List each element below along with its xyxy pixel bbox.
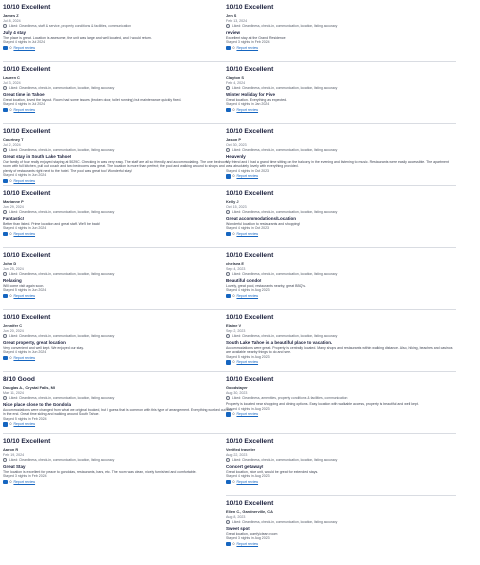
thumbs-up-icon[interactable] (3, 356, 8, 361)
review-actions (226, 232, 456, 237)
review-body: Excellent stay at the Grand Residence (226, 36, 286, 40)
thumbs-up-icon[interactable] (226, 480, 231, 485)
helpful-count: 0 (232, 412, 235, 417)
helpful-count: 0 (232, 480, 235, 485)
review-stayed: Stayed 5 nights in Feb 2024 (3, 416, 47, 421)
review-card (3, 2, 235, 64)
review-liked (3, 148, 235, 152)
review-rating: 10/10 Excellent (3, 190, 51, 197)
review-author: John D (3, 261, 17, 266)
review-date: Jun 20, 2024 (3, 328, 24, 333)
thumbs-up-icon[interactable] (3, 179, 8, 184)
review-author: Jennifer C (3, 323, 23, 328)
check-circle-icon (226, 272, 230, 276)
review-date: Aug 8, 2023 (226, 514, 246, 519)
review-stayed: Stayed 4 nights in Jul 2024 (3, 40, 46, 45)
helpful-count: 0 (232, 360, 235, 365)
review-title: Nice place close to the Gondola (3, 402, 72, 408)
review-body: Will come visit again soon. (3, 284, 45, 288)
reviews-column-right (226, 2, 456, 560)
thumbs-up-icon[interactable] (3, 294, 8, 299)
review-body: Accommodations were great. Property is centrally located. Many shops and restaurants within walking distance. Also, hiking, beaches and casinos are available nearby things to do and see. (226, 346, 453, 355)
review-card (3, 374, 235, 436)
review-card (226, 2, 456, 64)
check-circle-icon (3, 272, 7, 276)
review-date: Jul 2, 2024 (3, 142, 21, 147)
review-actions (226, 46, 456, 51)
report-review-link[interactable]: Report review (13, 108, 36, 113)
report-review-link[interactable]: Report review (13, 46, 36, 51)
review-card (3, 312, 235, 374)
review-author: Elaine V (226, 323, 242, 328)
thumbs-up-icon[interactable] (3, 232, 8, 237)
review-stayed: Stayed 4 nights in Jul 2024 (3, 102, 46, 107)
check-circle-icon (226, 334, 230, 338)
helpful-count: 0 (232, 46, 235, 51)
review-title: Heavenly (226, 154, 246, 160)
check-circle-icon (226, 458, 230, 462)
review-liked (226, 148, 456, 152)
review-actions (226, 360, 456, 365)
review-title: Relaxing (3, 278, 22, 284)
helpful-count: 0 (9, 46, 12, 51)
review-liked-text: Liked: Cleanliness, check-in, communication, location, listing accuracy (9, 148, 115, 152)
review-rating: 10/10 Excellent (226, 252, 274, 259)
review-actions (3, 232, 235, 237)
review-liked-text: Liked: Cleanliness, amenities, property conditions & facilities, communication (232, 396, 348, 400)
check-circle-icon (226, 24, 230, 28)
review-rating: 10/10 Excellent (3, 128, 51, 135)
review-date: Oct 15, 2023 (226, 204, 247, 209)
review-title: Great accommodations/Location (226, 216, 297, 222)
helpful-count: 0 (232, 108, 235, 113)
check-circle-icon (3, 24, 7, 28)
review-actions (3, 46, 235, 51)
review-stayed: Stayed 4 nights in Oct 2023 (226, 168, 269, 173)
review-date: Jul 8, 2024 (3, 18, 21, 23)
report-review-link[interactable]: Report review (236, 46, 259, 51)
review-author: Marianne P (3, 199, 24, 204)
check-circle-icon (226, 86, 230, 90)
thumbs-up-icon[interactable] (226, 412, 231, 417)
report-review-link[interactable]: Report review (236, 294, 259, 299)
review-liked (3, 24, 235, 28)
helpful-count: 0 (232, 294, 235, 299)
review-liked (226, 458, 456, 462)
review-liked (3, 396, 235, 400)
review-author: Jason P (226, 137, 241, 142)
review-author: Verified traveler (226, 447, 256, 452)
review-body: My friend and I had a grand time sitting on the balcony in the evening and listening to music. Restaurants were easily accessible. The apartment was absolutely lovely with everything provided. (226, 160, 449, 169)
review-liked (226, 396, 456, 400)
review-card (3, 64, 235, 126)
review-body: Property is located near shopping and dining options. Easy location with walkable access, property is beautiful and well kept. (226, 402, 419, 407)
review-stayed: Stayed 5 nights in Jun 2024 (3, 288, 47, 293)
review-actions (226, 412, 456, 417)
review-actions (226, 174, 456, 179)
report-review-link[interactable]: Report review (13, 294, 36, 299)
helpful-count: 0 (9, 422, 12, 427)
review-title: Great Stay (3, 464, 26, 470)
thumbs-up-icon[interactable] (3, 46, 8, 51)
review-title: Beautiful condo! (226, 278, 262, 284)
review-liked (226, 210, 456, 214)
thumbs-up-icon[interactable] (226, 232, 231, 237)
report-review-link[interactable]: Report review (13, 178, 36, 183)
review-date: Jul 3, 2024 (3, 80, 21, 85)
review-stayed: Stayed 5 nights in Aug 2023 (226, 354, 270, 359)
helpful-count: 0 (9, 294, 12, 299)
review-date: Mar 11, 2024 (3, 390, 24, 395)
review-stayed: Stayed 4 nights in Jun 2024 (3, 350, 47, 355)
review-body: Lovely, great pool, restaurants nearby, great BBQ's. (226, 284, 306, 288)
review-card (226, 498, 456, 560)
review-rating: 10/10 Excellent (3, 4, 51, 11)
helpful-count: 0 (9, 356, 12, 361)
helpful-count: 0 (232, 232, 235, 237)
review-date: Aug 30, 2023 (226, 390, 248, 395)
review-actions (226, 108, 456, 113)
review-liked-text: Liked: Cleanliness, check-in, communication, location, listing accuracy (232, 458, 338, 462)
report-review-link[interactable]: Report review (13, 356, 36, 361)
check-circle-icon (226, 148, 230, 152)
check-circle-icon (3, 210, 7, 214)
review-actions (3, 179, 235, 184)
review-date: Feb 4, 2024 (226, 80, 246, 85)
check-circle-icon (226, 210, 230, 214)
review-body: Our family of four really enjoyed staying at 5029C. Checking in was very easy. The staff are all so friendly and accommodating. The one bedroom room with full kitchen, pull out couch and two bedrooms was great. The location is more than perfect; the pool and walking around to shops and plenty of restaurants right next to the hotel. The pool was great too! Wonderful stay! (3, 160, 228, 173)
reviews-column-left (3, 2, 235, 498)
helpful-count: 0 (9, 178, 12, 183)
review-body: Great location. Everything as expected. (226, 98, 288, 102)
helpful-count: 0 (232, 542, 235, 547)
review-liked (3, 210, 235, 214)
review-liked-text: Liked: Cleanliness, check-in, communication, location, listing accuracy (232, 334, 338, 338)
review-title: South Lake Tahoe is a beautiful place to vacation. (226, 340, 333, 346)
review-liked-text: Liked: Cleanliness, check-in, communication, location, listing accuracy (9, 272, 115, 276)
review-title: July 4 stay (3, 30, 27, 36)
review-liked (226, 272, 456, 276)
review-actions (3, 422, 235, 427)
review-card (3, 250, 235, 312)
review-author: Courtney T (3, 137, 24, 142)
review-rating: 10/10 Excellent (3, 252, 51, 259)
review-liked (226, 334, 456, 338)
review-liked-text: Liked: Cleanliness, check-in, communication, location, listing accuracy (232, 86, 338, 90)
review-actions (3, 480, 235, 485)
review-stayed: Stayed 3 nights in Feb 2024 (226, 40, 270, 45)
review-liked (3, 458, 235, 462)
review-rating: 10/10 Excellent (3, 438, 51, 445)
report-review-link[interactable]: Report review (13, 422, 36, 427)
review-stayed: Stayed 4 nights in Oct 2023 (226, 226, 269, 231)
review-rating: 10/10 Excellent (226, 190, 274, 197)
review-author: Clayton S (226, 75, 244, 80)
review-author: Jen S (226, 13, 237, 18)
report-review-link[interactable]: Report review (13, 232, 36, 237)
review-liked-text: Liked: Cleanliness, check-in, communication, location, listing accuracy (9, 210, 115, 214)
review-title: review (226, 30, 241, 36)
review-title: Concert getaway! (226, 464, 264, 470)
review-date: Aug 22, 2023 (226, 452, 248, 457)
thumbs-up-icon[interactable] (3, 108, 8, 113)
review-author: Lauren C (3, 75, 20, 80)
report-review-link[interactable]: Report review (236, 360, 259, 365)
helpful-count: 0 (9, 480, 12, 485)
review-stayed: Stayed 3 nights in Aug 2023 (226, 536, 270, 541)
review-card (226, 312, 456, 374)
review-liked-text: Liked: Cleanliness, check-in, communication, location, listing accuracy (9, 458, 115, 462)
review-author: chelsea E (226, 261, 244, 266)
review-author: Aaron R (3, 447, 19, 452)
review-actions (3, 294, 235, 299)
review-actions (226, 294, 456, 299)
review-date: Sep 4, 2023 (226, 266, 246, 271)
review-actions (3, 108, 235, 113)
helpful-count: 0 (9, 232, 12, 237)
review-liked (226, 520, 456, 524)
review-rating: 10/10 Excellent (226, 128, 274, 135)
review-body: Great location, comfy/clean room (226, 532, 278, 536)
review-title: Great property, great location (3, 340, 66, 346)
thumbs-up-icon[interactable] (226, 108, 231, 113)
review-body: Better than listed. Prime location and great staff. We'll be back! (3, 222, 101, 226)
helpful-count: 0 (9, 108, 12, 113)
review-title: Fantastic! (3, 216, 25, 222)
thumbs-up-icon[interactable] (226, 174, 231, 179)
review-stayed: Stayed 4 nights in Aug 2023 (226, 474, 270, 479)
check-circle-icon (226, 396, 230, 400)
review-date: Feb 19, 2024 (3, 452, 25, 457)
review-body: Accommodations were changed from what we original booked, but I guess that is common with this type of arrangement. Everything worked out fine in the end. Great time skiing and walking around South Tahoe. (3, 408, 233, 417)
review-card (226, 64, 456, 126)
report-review-link[interactable]: Report review (236, 542, 259, 547)
review-title: Great time in Tahoe (3, 92, 45, 98)
review-author: Ellen C., Gardnerville, CA (226, 509, 273, 514)
review-card (3, 436, 235, 498)
report-review-link[interactable]: Report review (236, 174, 259, 179)
check-circle-icon (3, 334, 7, 338)
review-liked-text: Liked: Cleanliness, check-in, communication, location, listing accuracy (9, 396, 115, 400)
thumbs-up-icon[interactable] (226, 46, 231, 51)
review-body: Great location, loved the layout. Room had some issues (broken door, toilet running) but maintenance quickly fixed. (3, 98, 182, 102)
review-title: Winter Holiday for Five (226, 92, 275, 98)
review-actions (3, 356, 235, 361)
review-rating: 10/10 Excellent (226, 314, 274, 321)
thumbs-up-icon[interactable] (226, 294, 231, 299)
review-liked (3, 86, 235, 90)
review-stayed: Stayed 4 nights in Jan 2024 (226, 102, 270, 107)
review-body: The location is excellent for peace to gondolas, restaurants, bars, etc. The room was clean, nicely furnished and comfortable. (3, 470, 197, 474)
review-author: Douglas A., Crystal Falls, MI (3, 385, 55, 390)
review-date: Jun 25, 2024 (3, 266, 24, 271)
review-date: Feb 13, 2024 (226, 18, 248, 23)
review-card (226, 374, 456, 436)
check-circle-icon (3, 148, 7, 152)
review-liked-text: Liked: Cleanliness, check-in, communication, location, listing accuracy (232, 210, 338, 214)
review-liked-text: Liked: Cleanliness, check-in, communication, location, listing accuracy (232, 520, 338, 524)
review-body: The place is great. Location is awesome, the unit was large and well located, and I would return. (3, 36, 152, 40)
review-liked (226, 86, 456, 90)
review-title: Great stay in South Lake Tahoe! (3, 154, 72, 160)
check-circle-icon (226, 520, 230, 524)
thumbs-up-icon[interactable] (3, 422, 8, 427)
review-actions (226, 480, 456, 485)
review-card (226, 188, 456, 250)
review-liked (3, 334, 235, 338)
review-liked (226, 24, 456, 28)
review-date: Sep 2, 2023 (226, 328, 246, 333)
review-rating: 10/10 Excellent (226, 66, 274, 73)
check-circle-icon (3, 458, 7, 462)
review-liked-text: Liked: Cleanliness, staff & service, property conditions & facilities, communication (9, 24, 132, 28)
review-card (3, 188, 235, 250)
review-title: Sweet spot (226, 526, 250, 532)
thumbs-up-icon[interactable] (3, 480, 8, 485)
review-stayed: Stayed 3 nights in Feb 2024 (3, 474, 47, 479)
review-author: James Z (3, 13, 19, 18)
review-liked-text: Liked: Cleanliness, check-in, communication, location, listing accuracy (9, 334, 115, 338)
review-card (226, 250, 456, 312)
review-body: Wonderful location to restaurants and shopping! (226, 222, 301, 226)
review-card (226, 126, 456, 188)
helpful-count: 0 (232, 174, 235, 179)
review-rating: 10/10 Excellent (226, 376, 274, 383)
report-review-link[interactable]: Report review (236, 232, 259, 237)
review-author: Kelly J (226, 199, 239, 204)
thumbs-up-icon[interactable] (226, 542, 231, 547)
review-rating: 10/10 Excellent (226, 500, 274, 507)
review-rating: 10/10 Excellent (3, 66, 51, 73)
review-liked-text: Liked: Cleanliness, check-in, communication, location, listing accuracy (232, 272, 338, 276)
thumbs-up-icon[interactable] (226, 360, 231, 365)
review-liked-text: Liked: Cleanliness, check-in, communication, location, listing accuracy (232, 148, 338, 152)
review-date: Oct 30, 2023 (226, 142, 247, 147)
check-circle-icon (3, 396, 7, 400)
review-rating: 10/10 Excellent (226, 438, 274, 445)
check-circle-icon (3, 86, 7, 90)
review-body: Very convenient and well kept. We enjoyed our stay. (3, 346, 84, 350)
review-author: Goodstayer (226, 385, 248, 390)
review-liked-text: Liked: Cleanliness, check-in, communication, location, listing accuracy (9, 86, 115, 90)
review-rating: 10/10 Excellent (226, 4, 274, 11)
report-review-link[interactable]: Report review (13, 480, 36, 485)
review-liked (3, 272, 235, 276)
review-body: Great location, nice unit, would be great for extended stays. (226, 470, 319, 474)
review-actions (226, 542, 456, 547)
review-stayed: Stayed 4 nights in Jun 2024 (3, 226, 47, 231)
review-rating: 10/10 Excellent (3, 314, 51, 321)
review-card (3, 126, 235, 188)
review-liked-text: Liked: Cleanliness, check-in, communication, location, listing accuracy (232, 24, 338, 28)
review-date: Jun 29, 2024 (3, 204, 24, 209)
report-review-link[interactable]: Report review (236, 108, 259, 113)
review-rating: 8/10 Good (3, 376, 35, 383)
report-review-link[interactable]: Report review (236, 412, 259, 417)
review-stayed: Stayed 4 nights in Aug 2023 (226, 406, 270, 411)
review-stayed: Stayed 4 nights in Aug 2023 (226, 288, 270, 293)
report-review-link[interactable]: Report review (236, 480, 259, 485)
review-stayed: Stayed 4 nights in Jun 2024 (3, 173, 47, 178)
review-card (226, 436, 456, 498)
